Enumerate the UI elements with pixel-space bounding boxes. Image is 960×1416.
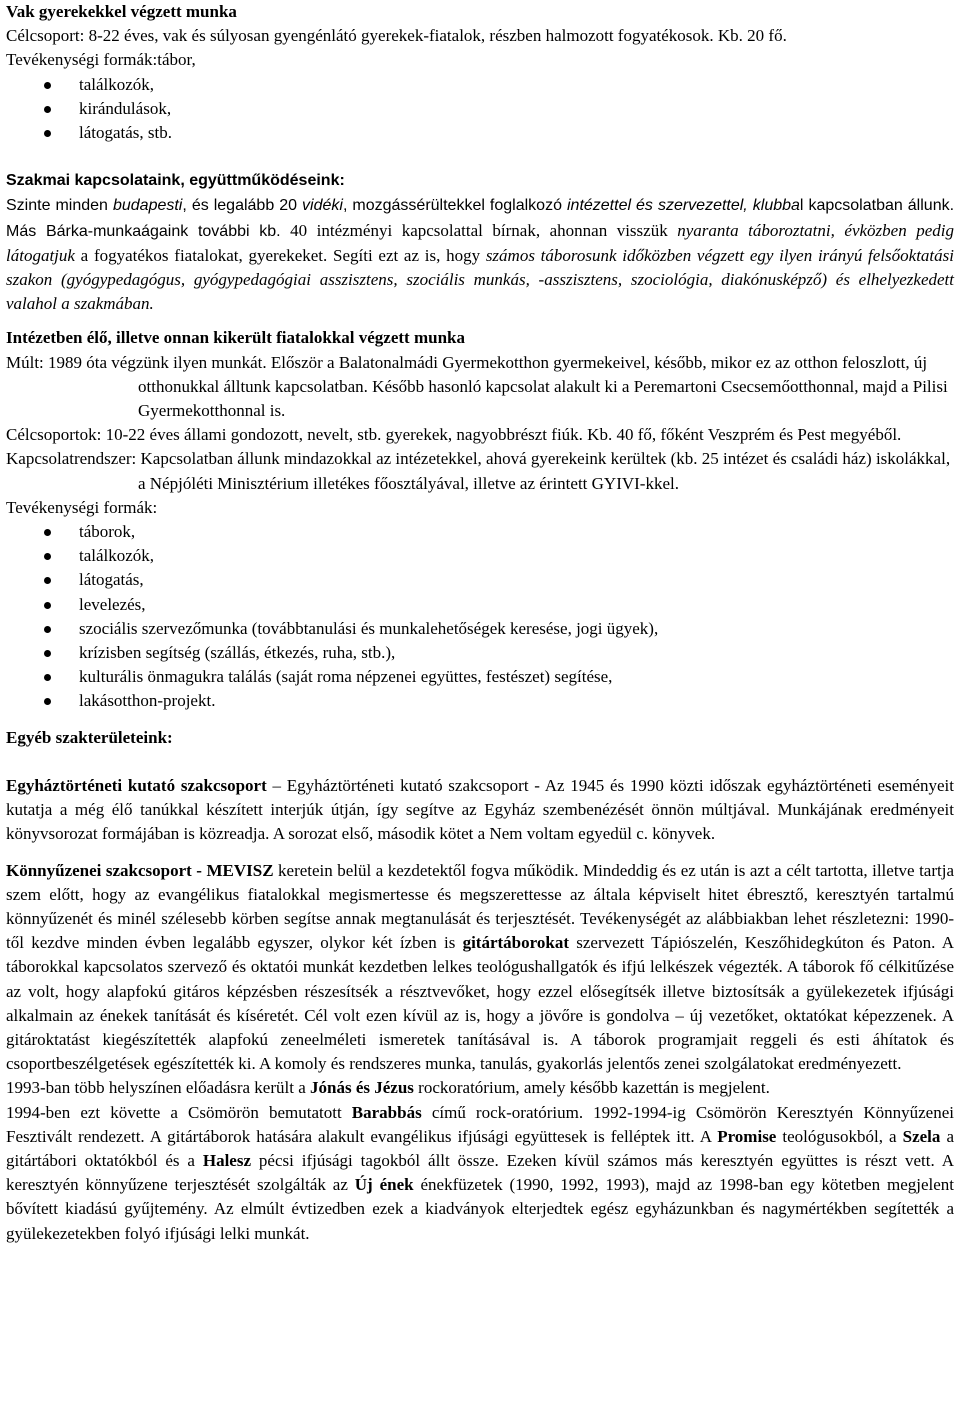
section-heading-blind-children: Vak gyerekekkel végzett munka bbox=[6, 2, 237, 21]
church-history-paragraph: Egyháztörténeti kutató szakcsoport – Egyháztörténeti kutató szakcsoport - Az 1945 és 1990 közti időszak egyháztörténeti eseményeit kutatja a még élő tanúkkal készített interjúk útján, így segítve az Egyház szembenézését önnön múltjával. Munkájának eredményeit könyvsorozat formájában is közreadja. A sorozat első, második kötet a Nem voltam egyedül c. könyvek. bbox=[6, 775, 954, 844]
target-group-text: Célcsoport: 8-22 éves, vak és súlyosan gyengénlátó gyerekek-fiatalok, részben halmozott fogyatékosok. Kb. 20 fő. bbox=[6, 26, 787, 46]
list-item: levelezés, bbox=[6, 593, 954, 617]
list-item: kirándulások, bbox=[6, 97, 954, 121]
list-item: lakásotthon-projekt. bbox=[6, 689, 954, 713]
list-item: táborok, bbox=[6, 520, 954, 544]
activity-forms-label: Tevékenységi formák: bbox=[6, 497, 158, 517]
section-heading-other-fields: Egyéb szakterületeink: bbox=[6, 727, 173, 747]
activity-list bbox=[6, 73, 954, 146]
list-item: szociális szervezőmunka (továbbtanulási és munkalehetőségek keresése, jogi ügyek), bbox=[6, 617, 954, 641]
activity-forms-label: Tevékenységi formák:tábor, bbox=[6, 50, 196, 70]
list-item: krízisben segítség (szállás, étkezés, ruha, stb.), bbox=[6, 641, 954, 665]
partnerships-paragraph: Szinte minden budapesti, és legalább 20 vidéki, mozgássérültekkel foglalkozó intézettel és szervezettel, klubbal kapcsolatban állunk. Más Bárka-munkaágaink további kb. 40 intézményi kapcsolattal bírnak, ahonnan visszük nyaranta táboroztatni, évközben pedig látogatjuk a fogyatékos fiatalokat, gyerekeket. Segíti ezt az is, hogy számos táborosunk időközben végzett egy ilyen irányú felsőoktatási szakon (gyógypedagógus, gyógypedagógiai asszisztens, szociális munkás, -asszisztens, szociológia, diakónusképző) és elhelyezkedett valahol a szakmában. bbox=[6, 197, 955, 314]
target-groups-paragraph: Célcsoportok: 10-22 éves állami gondozott, nevelt, stb. gyerekek, nagyobbrészt fiúk. Kb. 40 fő, főként Veszprém és Pest megyéből. bbox=[6, 425, 902, 445]
section-heading-partnerships: Szakmai kapcsolataink, együttműködéseink: bbox=[6, 172, 345, 190]
list-item: találkozók, bbox=[6, 73, 954, 97]
list-item: látogatás, stb. bbox=[6, 121, 954, 145]
activity-list bbox=[6, 520, 954, 714]
past-paragraph: Múlt: 1989 óta végzünk ilyen munkát. Először a Balatonalmádi Gyermekotthon gyermekeivel, később, mikor ez az otthon feloszlott, új otthonukkal álltunk kapcsolatban. Később hasonló kapcsolat alakult ki a Peremartoni Csecsemőotthonnal, majd a Pilisi Gyermekotthonnal is. bbox=[6, 352, 948, 421]
list-item: kulturális önmagukra találás (saját roma népzenei együttes, festészet) segítése, bbox=[6, 665, 954, 689]
music-group-paragraph: Könnyűzenei szakcsoport - MEVISZ keretein belül a kezdetektől fogva működik. Mindeddig és ez után is azt a célt tartotta, illetve tartja szem előtt, hogy az evangélikus fiatalokkal megismertesse és megszerettesse az általa képviselt hitet ébresztő, keresztyén tartalmú könnyűzenét és minél szélesebb körben segítse annak megtanulását és terjesztését. Tevékenységét az alábbiakban lehet részletezni: 1990-től kezdve minden évben legalább egyszer, olykor két ízben is gitártáborokat szervezett Tápiószelén, Keszőhidegkúton és Paton. A táborokkal kapcsolatos szervező és oktatói munkát kezdetben lelkes teológushallgatók és ifjú lelkészek végezték. A táborok fő célkitűzése az volt, hogy alapfokú gitáros képzésben részesítsék a résztvevőket, hogy ezzel elősegítsék illetve biztosítsák a gyülekezetek ifjúsági alkalmain az énekek tanítását és kíséretét. Cél volt ezen kívül az is, hogy a jövőre is gondolva – új vezetőket, oktatókat képezzenek. A gitároktatást kiegészítették alapfokú zeneelméleti ismeretek tanításával is. A táborok programjait reggeli és esti áhítatok és csoportbeszélgetések egészítették ki. A komoly és rendszeres munka, tanulás, gyakorlás jelentős zenei szolgálatokat eredményezett. bbox=[6, 860, 954, 1074]
section-heading-institutional-youth: Intézetben élő, illetve onnan kikerült fiatalokkal végzett munka bbox=[6, 328, 465, 348]
oratorio-1994-paragraph: 1994-ben ezt követte a Csömörön bemutatott Barabbás című rock-oratórium. 1992-1994-ig Csömörön Keresztyén Könnyűzenei Fesztivált rendezett. A gitártáborok hatására alakult evangélikus ifjúsági együttesek is felléptek itt. A Promise teológusokból, a Szela a gitártábori oktatókból és a Halesz pécsi ifjúsági tagokból állt össze. Ezeken kívül számos más keresztyén együttes is részt vett. A keresztyén könnyűzene terjesztését szolgálták az Új ének énekfüzetek (1990, 1992, 1993), majd az 1998-ban egy kötetben megjelent bővített kiadású gyűjtemény. Az elmúlt évtizedben ezek a kiadványok elterjedtek egész egyházunkban és nagymértékben segítették a gyülekezetekben folyó ifjúsági lelki munkát. bbox=[6, 1102, 954, 1243]
list-item: látogatás, bbox=[6, 568, 954, 592]
church-history-group-name: Egyháztörténeti kutató szakcsoport bbox=[6, 775, 267, 795]
music-group-name: Könnyűzenei szakcsoport - MEVISZ bbox=[6, 860, 274, 880]
network-paragraph: Kapcsolatrendszer: Kapcsolatban állunk mindazokkal az intézetekkel, ahová gyerekeink kerültek (kb. 25 intézet és családi ház) iskolákkal, a Népjóléti Minisztérium illetékes főosztályával, illetve az érintett GYIVI-kkel. bbox=[6, 449, 951, 493]
list-item: találkozók, bbox=[6, 544, 954, 568]
oratorio-1993-paragraph: 1993-ban több helyszínen előadásra került a Jónás és Jézus rockoratórium, amely később kazettán is megjelent. bbox=[6, 1078, 770, 1098]
